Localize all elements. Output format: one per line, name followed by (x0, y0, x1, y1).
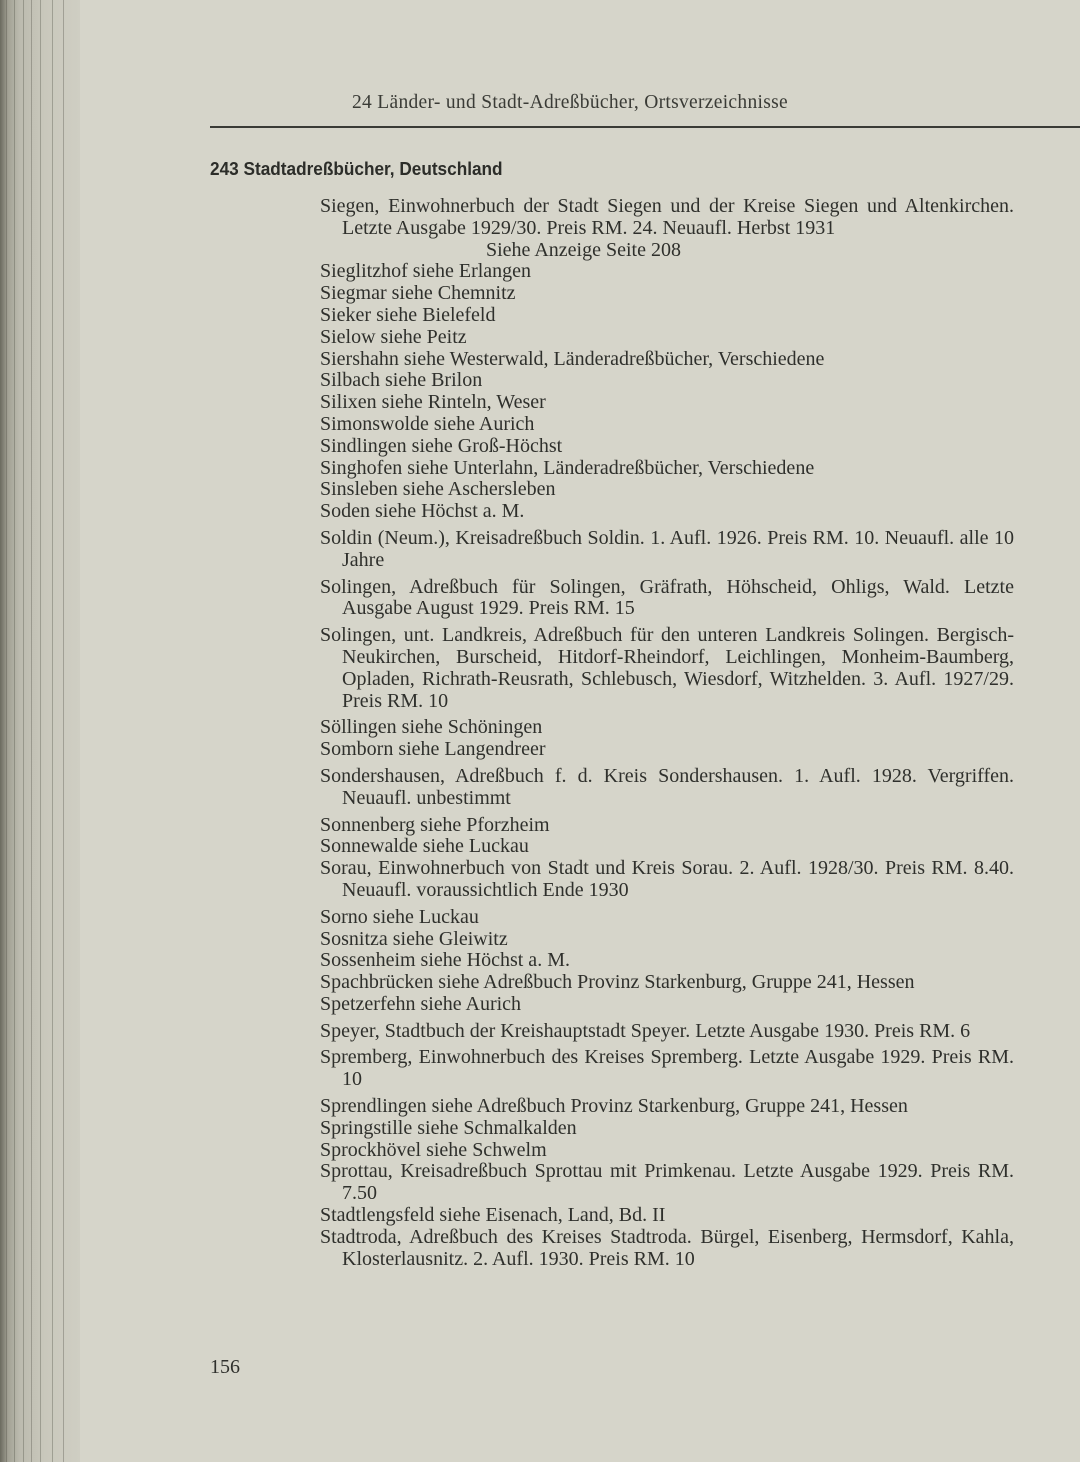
entry: Singhofen siehe Unterlahn, Länderadreßbücher, Verschiedene (320, 456, 815, 479)
header-rule (210, 126, 1080, 128)
entry: Somborn siehe Langendreer (320, 738, 546, 761)
entry: Sielow siehe Peitz (320, 325, 467, 348)
entry: Sprendlingen siehe Adreßbuch Provinz Starkenburg, Gruppe 241, Hessen (320, 1095, 908, 1118)
entry: Sondershausen, Adreßbuch f. d. Kreis Sondershausen. 1. Aufl. 1928. Vergriffen. Neuaufl. unbestimmt (320, 764, 1014, 809)
book-page (80, 0, 1080, 1462)
entry: Spremberg, Einwohnerbuch des Kreises Spremberg. Letzte Ausgabe 1929. Preis RM. 10 (320, 1046, 1014, 1091)
entry: Sindlingen siehe Groß-Höchst (320, 434, 563, 457)
entry-siegen: Siegen, Einwohnerbuch der Stadt Siegen und der Kreise Siegen und Altenkirchen. Letzte Ausgabe 1929/30. Preis RM. 24. Neuaufl. Herbst 1931 (320, 195, 1014, 239)
entry: Sonnewalde siehe Luckau (320, 835, 529, 858)
entry: Silixen siehe Rinteln, Weser (320, 391, 546, 414)
section-heading: 243 Stadtadreßbücher, Deutschland (210, 158, 503, 179)
entry: Sosnitza siehe Gleiwitz (320, 927, 508, 950)
running-header: 24 Länder- und Stadt-Adreßbücher, Ortsverzeichnisse (352, 92, 788, 113)
entry: Siegmar siehe Chemnitz (320, 282, 516, 305)
entry: Speyer, Stadtbuch der Kreishauptstadt Speyer. Letzte Ausgabe 1930. Preis RM. 6 (320, 1019, 971, 1042)
entry: Stadtlengsfeld siehe Eisenach, Land, Bd. II (320, 1204, 666, 1227)
entry: Simonswolde siehe Aurich (320, 412, 535, 435)
entry: Silbach siehe Brilon (320, 369, 483, 392)
entry: Spachbrücken siehe Adreßbuch Provinz Starkenburg, Gruppe 241, Hessen (320, 971, 915, 994)
entry: Solingen, Adreßbuch für Solingen, Gräfrath, Höhscheid, Ohligs, Wald. Letzte Ausgabe August 1929. Preis RM. 15 (320, 575, 1014, 620)
entry: Solingen, unt. Landkreis, Adreßbuch für den unteren Landkreis Solingen. Bergisch-Neukirchen, Burscheid, Hitdorf-Rheindorf, Leichlingen, Monheim-Baumberg, Opladen, Richrath-Reusrath, Schlebusch, Wiesdorf, Witzhelden. 3. Aufl. 1927/29. Preis RM. 10 (320, 624, 1014, 712)
entry: Sprockhövel siehe Schwelm (320, 1138, 547, 1161)
entry: Soldin (Neum.), Kreisadreßbuch Soldin. 1. Aufl. 1926. Preis RM. 10. Neuaufl. alle 10 Jahre (320, 526, 1014, 571)
entry: Stadtroda, Adreßbuch des Kreises Stadtroda. Bürgel, Eisenberg, Hermsdorf, Kahla, Klosterlausnitz. 2. Aufl. 1930. Preis RM. 10 (320, 1225, 1014, 1270)
entry-list (320, 196, 1014, 1270)
entry: Sieker siehe Bielefeld (320, 303, 496, 326)
entry: Sorau, Einwohnerbuch von Stadt und Kreis Sorau. 2. Aufl. 1928/30. Preis RM. 8.40. Neuaufl. voraussichtlich Ende 1930 (320, 857, 1014, 901)
entry: Springstille siehe Schmalkalden (320, 1116, 577, 1139)
book-gutter (0, 0, 80, 1462)
entry: Sinsleben siehe Aschersleben (320, 478, 556, 501)
entry: Sossenheim siehe Höchst a. M. (320, 949, 570, 972)
entry: Siershahn siehe Westerwald, Länderadreßbücher, Verschiedene (320, 347, 825, 370)
entry: Sonnenberg siehe Pforzheim (320, 813, 550, 836)
entry: Sprottau, Kreisadreßbuch Sprottau mit Primkenau. Letzte Ausgabe 1929. Preis RM. 7.50 (320, 1160, 1014, 1205)
page-number: 156 (210, 1356, 240, 1378)
advert-reference: Siehe Anzeige Seite 208 (486, 238, 681, 261)
entry: Soden siehe Höchst a. M. (320, 500, 525, 523)
entry: Sorno siehe Luckau (320, 905, 479, 928)
entry: Söllingen siehe Schöningen (320, 716, 543, 739)
entry: Spetzerfehn siehe Aurich (320, 992, 522, 1015)
entry: Sieglitzhof siehe Erlangen (320, 260, 532, 283)
